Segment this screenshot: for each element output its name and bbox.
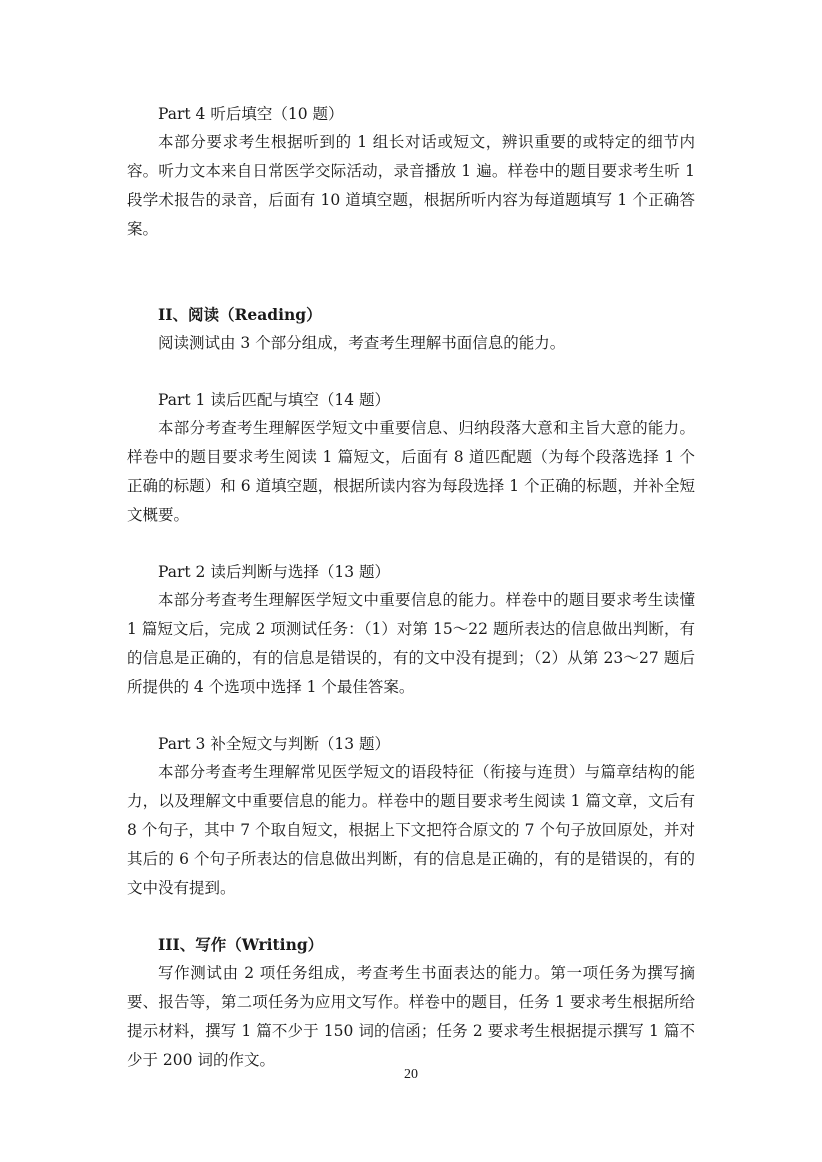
reading-intro: 阅读测试由 3 个部分组成，考查考生理解书面信息的能力。	[158, 334, 566, 352]
part4-heading: Part 4 听后填空（10 题）	[158, 105, 344, 123]
part4-body: 本部分要求考生根据听到的 1 组长对话或短文，辨识重要的或特定的细节内容。听力文本来自日常医学交际活动，录音播放 1 遍。样卷中的题目要求考生听 1 段学术报告的录音，后面有 10 道填空题，根据所听内容为每道题填写 1 个正确答案。	[127, 133, 695, 238]
reading-section-heading: II、阅读（Reading）	[158, 305, 322, 324]
reading-part2-body: 本部分考查考生理解医学短文中重要信息的能力。样卷中的题目要求考生读懂 1 篇短文后，完成 2 项测试任务：（1）对第 15～22 题所表达的信息做出判断，有的信息是正确的，有的信息是错误的，有的文中没有提到；（2）从第 23～27 题后所提供的 4 个选项中选择 1 个最佳答案。	[127, 591, 695, 696]
reading-part3-body: 本部分考查考生理解常见医学短文的语段特征（衔接与连贯）与篇章结构的能力，以及理解文中重要信息的能力。样卷中的题目要求考生阅读 1 篇文章，文后有 8 个句子，其中 7 个取自短文，根据上下文把符合原文的 7 个句子放回原处，并对其后的 6 个句子所表达的信息做出判断，有的信息是正确的，有的是错误的，有的文中没有提到。	[127, 763, 695, 897]
document-page	[127, 100, 695, 1075]
reading-part1-body: 本部分考查考生理解医学短文中重要信息、归纳段落大意和主旨大意的能力。样卷中的题目要求考生阅读 1 篇短文，后面有 8 道匹配题（为每个段落选择 1 个正确的标题）和 6 道填空题，根据所读内容为每段选择 1 个正确的标题，并补全短文概要。	[127, 419, 695, 524]
reading-part1-heading: Part 1 读后匹配与填空（14 题）	[158, 391, 390, 409]
writing-section-heading: III、写作（Writing）	[158, 935, 324, 954]
reading-part3-heading: Part 3 补全短文与判断（13 题）	[158, 735, 390, 753]
page-number: 20	[404, 1067, 418, 1082]
writing-body: 写作测试由 2 项任务组成，考查考生书面表达的能力。第一项任务为撰写摘要、报告等，第二项任务为应用文写作。样卷中的题目，任务 1 要求考生根据所给提示材料，撰写 1 篇不少于 150 词的信函；任务 2 要求考生根据提示撰写 1 篇不少于 200 词的作文。	[127, 964, 695, 1069]
reading-part2-heading: Part 2 读后判断与选择（13 题）	[158, 563, 390, 581]
